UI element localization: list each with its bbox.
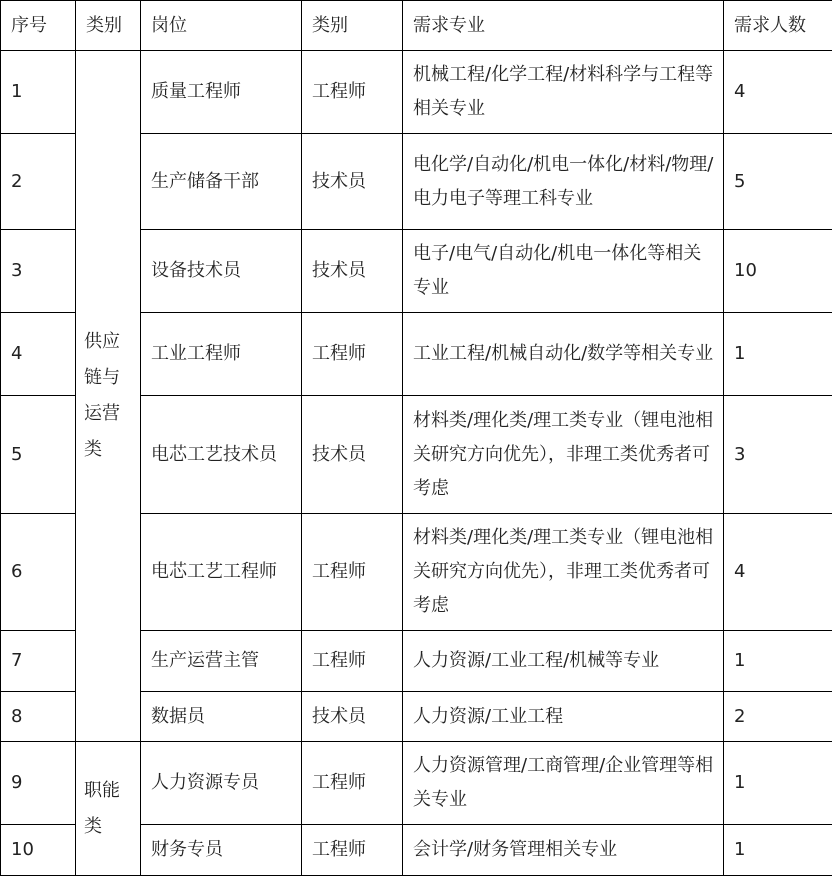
table-row [1, 51, 832, 134]
row-no: 9 [1, 742, 76, 825]
row-no: 5 [1, 396, 76, 514]
row-major: 人力资源管理/工商管理/企业管理等相关专业 [403, 742, 724, 825]
row-major: 工业工程/机械自动化/数学等相关专业 [403, 313, 724, 396]
row-major: 电化学/自动化/机电一体化/材料/物理/电力电子等理工科专业 [403, 134, 724, 230]
header-count: 需求人数 [724, 1, 832, 51]
row-major: 电子/电气/自动化/机电一体化等相关专业 [403, 230, 724, 313]
row-type: 技术员 [302, 692, 403, 742]
row-position: 质量工程师 [141, 51, 302, 134]
row-count: 5 [724, 134, 832, 230]
row-no: 7 [1, 631, 76, 692]
header-row [1, 1, 832, 51]
row-type: 工程师 [302, 742, 403, 825]
category-cell: 职能类 [76, 742, 141, 876]
row-position: 生产运营主管 [141, 631, 302, 692]
header-position: 岗位 [141, 1, 302, 51]
row-position: 电芯工艺工程师 [141, 514, 302, 631]
table-row [1, 742, 832, 825]
row-position: 财务专员 [141, 825, 302, 876]
header-no: 序号 [1, 1, 76, 51]
row-major: 人力资源/工业工程/机械等专业 [403, 631, 724, 692]
row-type: 工程师 [302, 631, 403, 692]
header-major: 需求专业 [403, 1, 724, 51]
row-no: 1 [1, 51, 76, 134]
row-no: 2 [1, 134, 76, 230]
row-no: 8 [1, 692, 76, 742]
row-position: 工业工程师 [141, 313, 302, 396]
row-count: 4 [724, 514, 832, 631]
row-count: 1 [724, 631, 832, 692]
row-no: 3 [1, 230, 76, 313]
row-count: 1 [724, 825, 832, 876]
row-type: 工程师 [302, 51, 403, 134]
row-count: 10 [724, 230, 832, 313]
row-major: 材料类/理化类/理工类专业（锂电池相关研究方向优先），非理工类优秀者可考虑 [403, 396, 724, 514]
row-major: 机械工程/化学工程/材料科学与工程等相关专业 [403, 51, 724, 134]
row-count: 3 [724, 396, 832, 514]
row-count: 1 [724, 313, 832, 396]
row-type: 工程师 [302, 514, 403, 631]
row-major: 材料类/理化类/理工类专业（锂电池相关研究方向优先），非理工类优秀者可考虑 [403, 514, 724, 631]
header-type: 类别 [302, 1, 403, 51]
row-type: 工程师 [302, 825, 403, 876]
row-type: 工程师 [302, 313, 403, 396]
row-position: 人力资源专员 [141, 742, 302, 825]
row-major: 人力资源/工业工程 [403, 692, 724, 742]
row-count: 4 [724, 51, 832, 134]
row-position: 生产储备干部 [141, 134, 302, 230]
row-major: 会计学/财务管理相关专业 [403, 825, 724, 876]
row-type: 技术员 [302, 230, 403, 313]
row-position: 设备技术员 [141, 230, 302, 313]
row-count: 2 [724, 692, 832, 742]
header-category: 类别 [76, 1, 141, 51]
category-cell: 供应链与运营类 [76, 51, 141, 742]
row-type: 技术员 [302, 134, 403, 230]
row-no: 6 [1, 514, 76, 631]
row-type: 技术员 [302, 396, 403, 514]
row-position: 数据员 [141, 692, 302, 742]
row-count: 1 [724, 742, 832, 825]
row-no: 4 [1, 313, 76, 396]
row-no: 10 [1, 825, 76, 876]
row-position: 电芯工艺技术员 [141, 396, 302, 514]
